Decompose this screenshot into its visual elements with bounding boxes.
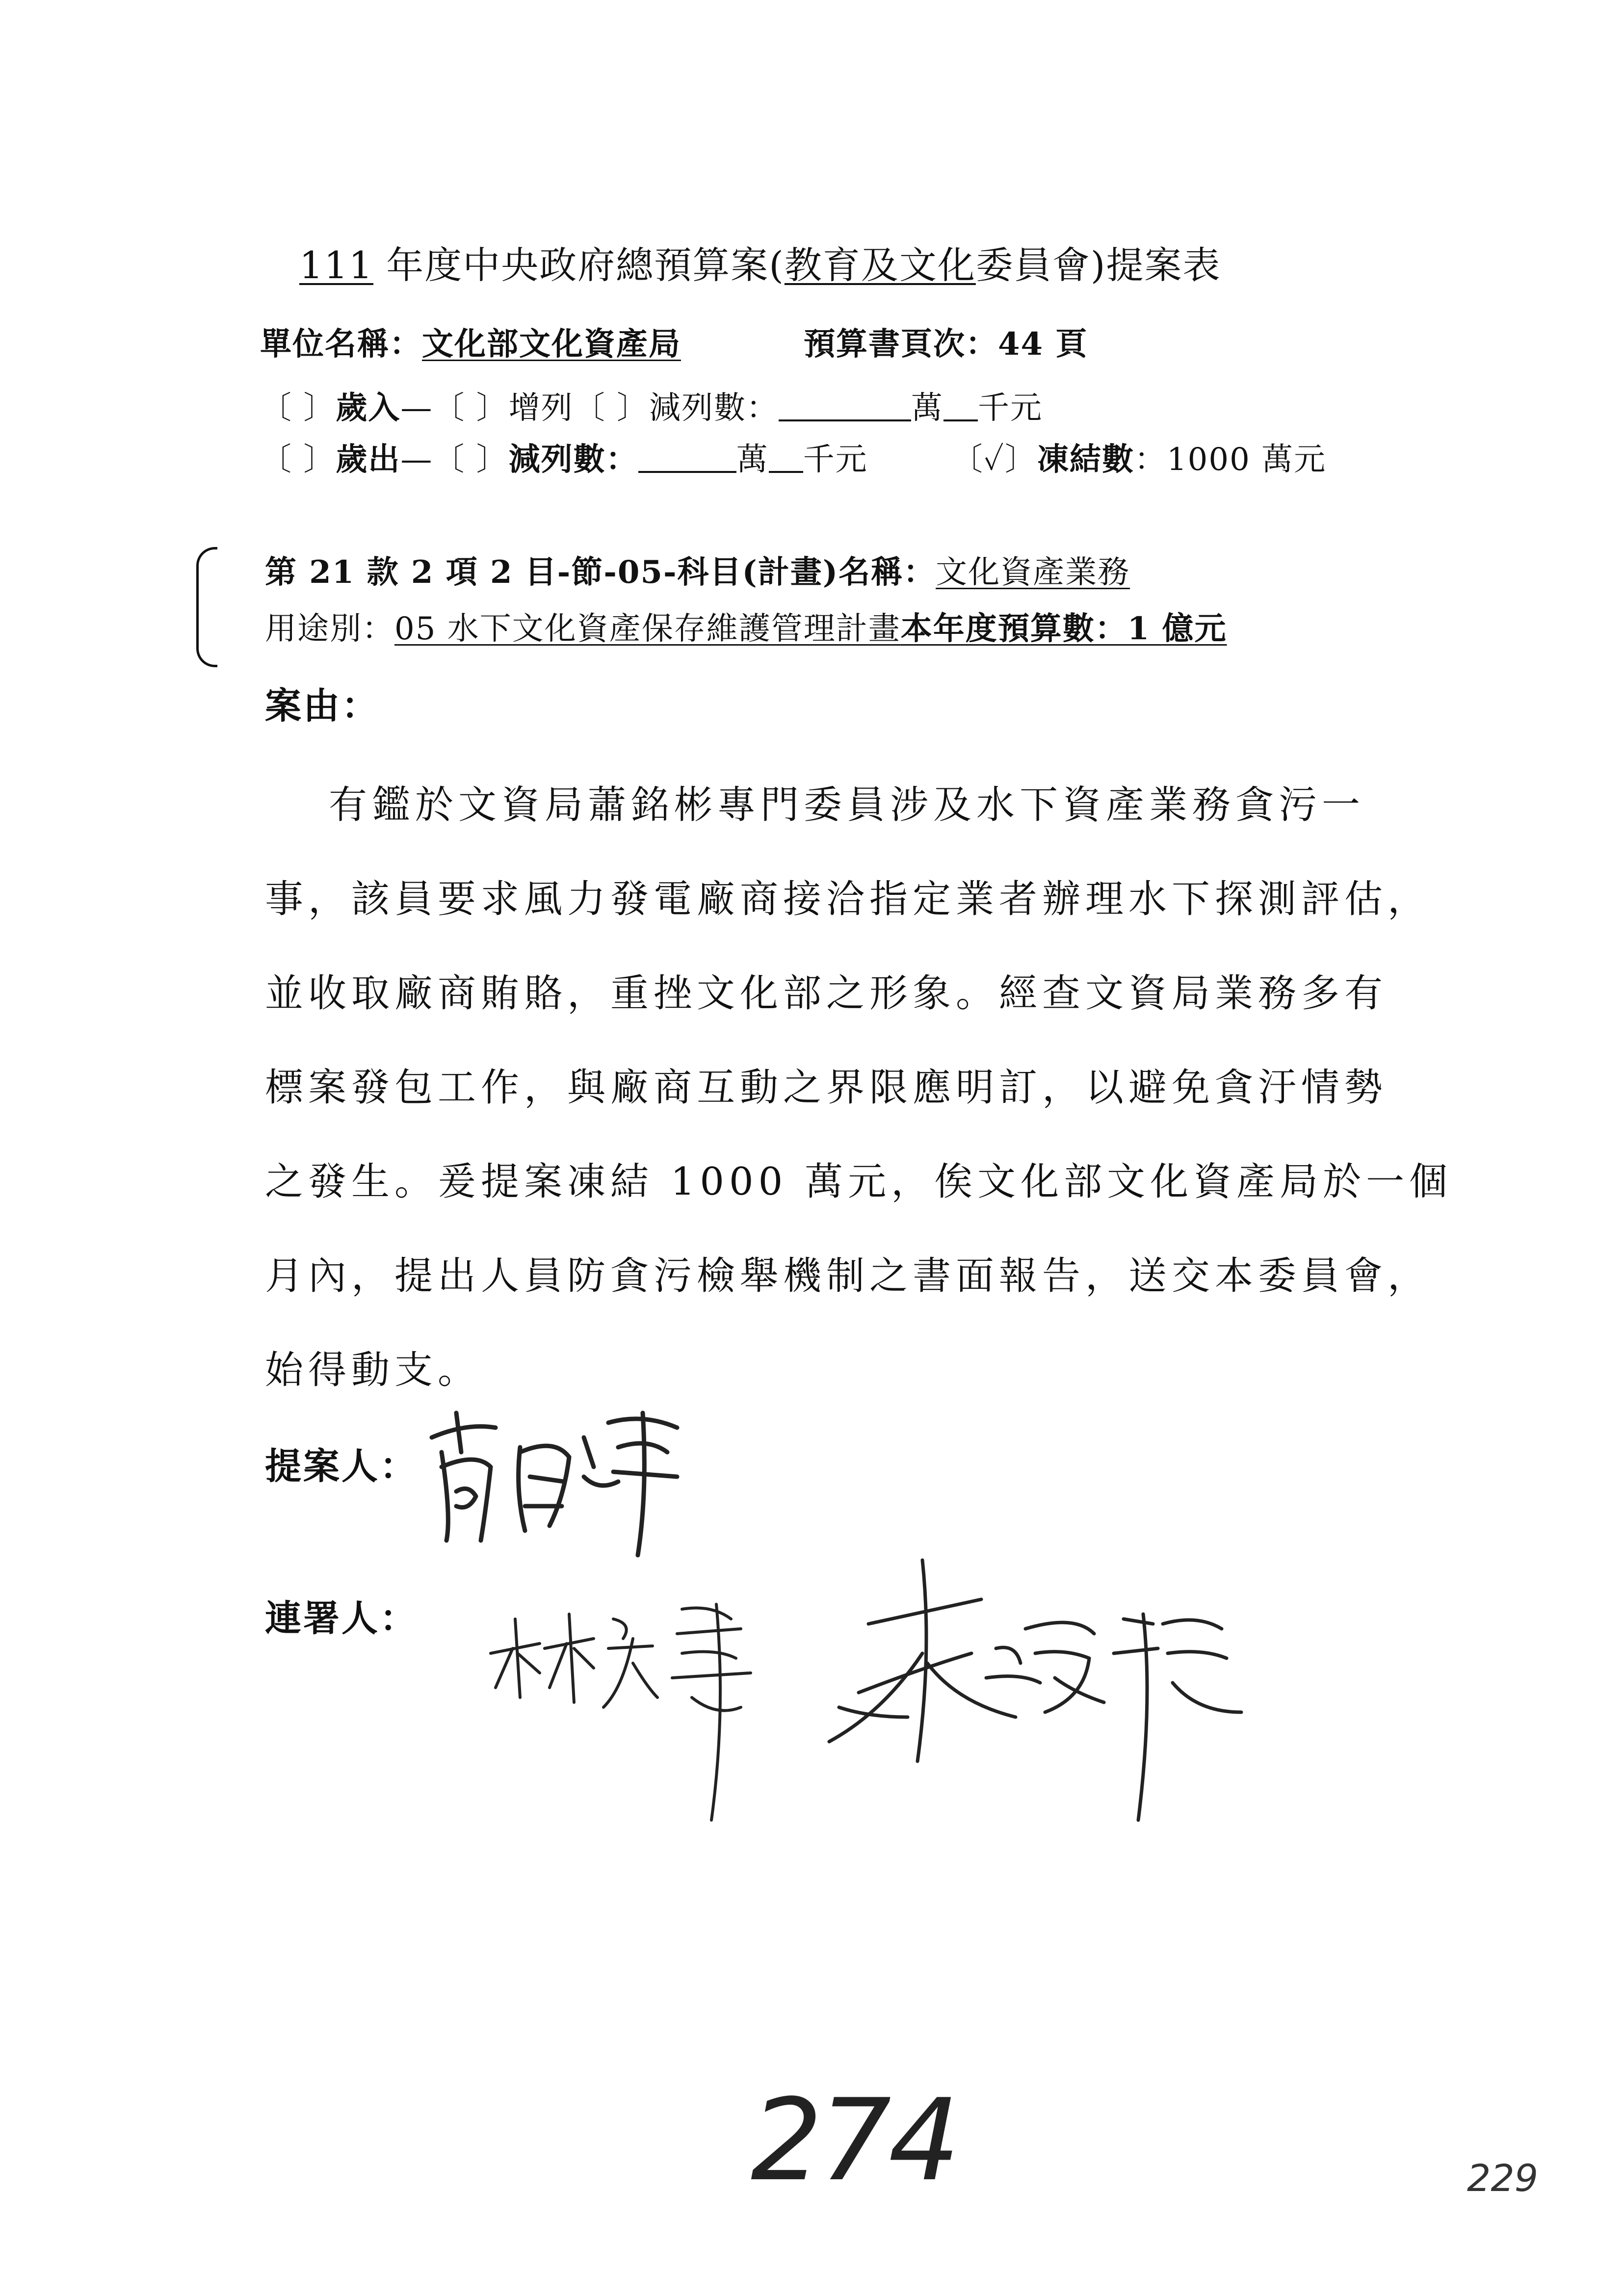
title-text-b: 委員會)提案表 — [975, 243, 1221, 287]
item-line-2 — [265, 603, 1227, 649]
decrease-checkbox: 〔 〕 — [573, 390, 650, 426]
increase-label: 增列 — [508, 390, 574, 426]
form-title — [299, 235, 1221, 289]
proposer-signature — [422, 1393, 697, 1555]
unit-name: 文化部文化資產局 — [422, 326, 681, 363]
expense-decrease-checkbox: 〔 〕 — [433, 442, 509, 478]
increase-checkbox: 〔 〕 — [433, 390, 509, 426]
freeze-label: 凍結數 — [1037, 441, 1134, 478]
reason-line: 事，該員要求風力發電廠商接洽指定業者辦理水下探測評估， — [265, 877, 1431, 921]
reason-line: 有鑑於文資局蕭銘彬專門委員涉及水下資產業務貪污一 — [329, 783, 1365, 827]
cosigner-label: 連署人： — [265, 1597, 418, 1640]
handwritten-page-number: 274 — [751, 2075, 957, 2206]
reason-label: 案由： — [265, 685, 380, 727]
unit-row — [260, 319, 1088, 364]
unit-label: 單位名稱： — [260, 326, 422, 363]
usage-label: 用途別： — [265, 611, 394, 647]
budget-year: 111 — [299, 243, 374, 287]
reason-line: 始得動支。 — [265, 1348, 481, 1392]
usage-value: 05 水下文化資產保存維護管理計畫 — [394, 611, 901, 647]
expense-row: 〔 〕歲出—〔 〕減列數： 萬 千元 〔✓〕凍結數：1000 萬元 — [260, 441, 1327, 478]
item-name: 文化資產業務 — [936, 554, 1130, 591]
revenue-row: 〔 〕歲入—〔 〕增列〔 〕減列數： 萬 千元 — [260, 390, 1043, 426]
revenue-checkbox: 〔 〕 — [260, 390, 336, 426]
expense-decrease-label: 減列數： — [508, 441, 638, 478]
revenue-label: 歲入 — [336, 390, 401, 426]
handwritten-corner-number: 229 — [1467, 2156, 1539, 2200]
annual-budget: 本年度預算數：1 億元 — [900, 610, 1227, 647]
reason-line: 之發生。爰提案凍結 1000 萬元，俟文化部文化資產局於一個 — [265, 1160, 1453, 1204]
cosigner-signature-1 — [486, 1590, 800, 1835]
reason-line: 並收取廠商賄賂，重挫文化部之形象。經查文資局業務多有 — [265, 971, 1388, 1016]
reason-body — [265, 758, 1462, 1417]
budget-page: 預算書頁次：44 頁 — [804, 326, 1088, 363]
item-code-label: 第 21 款 2 項 2 目-節-05-科目(計畫)名稱： — [265, 554, 936, 591]
item-brace — [196, 547, 217, 667]
freeze-checkbox: 〔✓〕 — [951, 442, 1037, 478]
expense-wan-blank — [638, 444, 736, 473]
reason-line: 月內，提出人員防貪污檢舉機制之書面報告，送交本委員會， — [265, 1254, 1431, 1298]
decrease-label: 減列數： — [649, 390, 779, 426]
item-line-1 — [265, 547, 1130, 592]
reason-line: 標案發包工作，與廠商互動之界限應明訂，以避免貪汙情勢 — [265, 1066, 1388, 1110]
expense-qian-blank — [769, 444, 803, 473]
revenue-wan-blank — [779, 392, 911, 421]
cosigner-signature-2 — [810, 1555, 1251, 1830]
freeze-value: ：1000 萬元 — [1134, 442, 1327, 478]
committee-name: 教育及文化 — [784, 243, 976, 287]
expense-checkbox: 〔 〕 — [260, 442, 336, 478]
expense-label: 歲出 — [336, 441, 401, 478]
proposer-label: 提案人： — [265, 1445, 418, 1487]
title-text-a: 年度中央政府總預算案( — [373, 243, 785, 287]
revenue-qian-blank — [943, 392, 978, 421]
